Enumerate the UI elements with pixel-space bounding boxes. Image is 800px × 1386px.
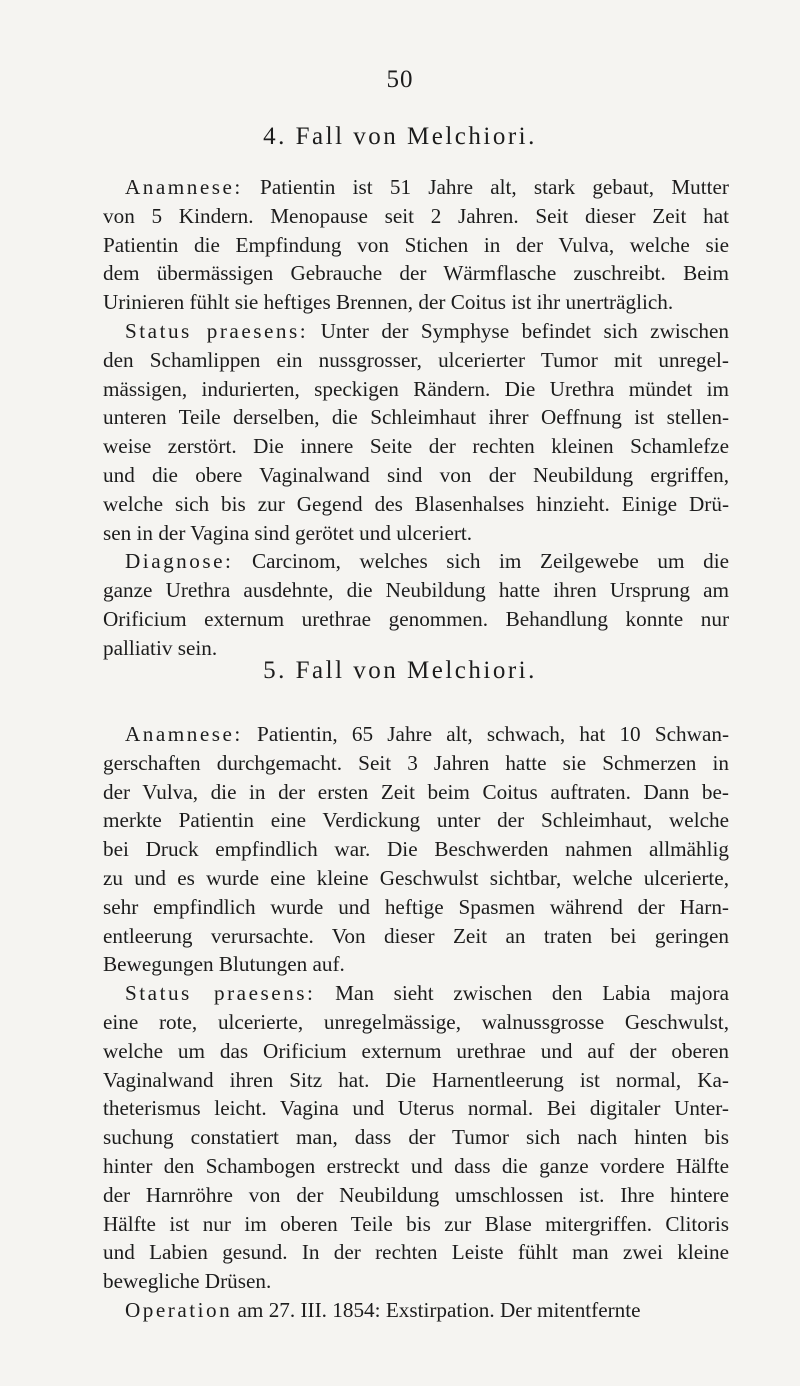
line-text: palliativ sein. — [103, 635, 218, 660]
line-text: Urinieren fühlt sie heftiges Brennen, der Coitus ist ihr unerträglich. — [103, 290, 674, 315]
text-line — [103, 922, 729, 951]
line-text: Orificium externum urethrae genommen. Behandlung konnte nur — [103, 606, 729, 631]
text-line — [103, 864, 729, 893]
line-text: und die obere Vaginalwand sind von der Neubildung ergriffen, — [103, 462, 729, 487]
text-line — [103, 1181, 729, 1210]
line-text: der Harnröhre von der Neubildung umschlossen ist. Ihre hintere — [103, 1182, 729, 1207]
text-line — [103, 317, 729, 346]
line-text: Man sieht zwischen den Labia majora — [315, 981, 729, 1006]
line-text: ganze Urethra ausdehnte, die Neubildung hatte ihren Ursprung am — [103, 578, 729, 603]
section-lead-term: Operation — [125, 1297, 233, 1322]
text-line — [103, 547, 729, 576]
text-line — [103, 1008, 729, 1037]
line-text: den Schamlippen ein nussgrosser, ulcerierter Tumor mit unregel- — [103, 347, 729, 372]
line-text: merkte Patientin eine Verdickung unter der Schleimhaut, welche — [103, 808, 729, 833]
text-line — [103, 231, 729, 260]
section-lead-term: Anamnese: — [125, 722, 243, 746]
line-text: welche sich bis zur Gegend des Blasenhalses hinzieht. Einige Drü- — [103, 491, 729, 516]
text-line — [103, 490, 729, 519]
text-line — [103, 806, 729, 835]
line-text: Patientin ist 51 Jahre alt, stark gebaut, Mutter — [242, 175, 729, 199]
text-line — [103, 1152, 729, 1181]
case-5-heading-text: 5. Fall von Melchiori. — [263, 657, 537, 684]
text-line — [103, 1210, 729, 1239]
line-text: dem übermässigen Gebrauche der Wärmflasche zuschreibt. Beim — [103, 261, 729, 286]
line-text: eine rote, ulcerierte, unregelmässige, walnussgrosse Geschwulst, — [103, 1009, 729, 1034]
line-text: Vaginalwand ihren Sitz hat. Die Harnentleerung ist normal, Ka- — [103, 1067, 729, 1092]
text-line — [103, 403, 729, 432]
line-text: Bewegungen Blutungen auf. — [103, 952, 345, 977]
case-5-body — [103, 720, 729, 1325]
text-line — [103, 461, 729, 490]
text-line — [103, 1094, 729, 1123]
line-text: sehr empfindlich wurde und heftige Spasmen während der Harn- — [103, 894, 729, 919]
text-line — [103, 576, 729, 605]
page-number: 50 — [386, 66, 414, 93]
text-line — [103, 778, 729, 807]
text-line — [103, 1296, 729, 1325]
text-line — [103, 1037, 729, 1066]
text-line — [103, 893, 729, 922]
line-text: und Labien gesund. In der rechten Leiste fühlt man zwei kleine — [103, 1240, 729, 1265]
line-text: welche um das Orificium externum urethrae und auf der oberen — [103, 1038, 729, 1063]
line-text: zu und es wurde eine kleine Geschwulst sichtbar, welche ulcerierte, — [103, 865, 729, 890]
line-text: der Vulva, die in der ersten Zeit beim Coitus auftraten. Dann be- — [103, 779, 729, 804]
line-text: bei Druck empfindlich war. Die Beschwerden nahmen allmählig — [103, 837, 729, 862]
text-line — [103, 720, 729, 749]
text-line — [103, 288, 729, 317]
line-text: Carcinom, welches sich im Zeilgewebe um die — [233, 549, 729, 574]
text-line — [103, 1267, 729, 1296]
line-text: gerschaften durchgemacht. Seit 3 Jahren hatte sie Schmerzen in — [103, 750, 729, 775]
line-text: Patientin die Empfindung von Stichen in der Vulva, welche sie — [103, 232, 729, 257]
line-text: suchung constatiert man, dass der Tumor sich nach hinten bis — [103, 1125, 729, 1150]
text-line — [103, 835, 729, 864]
line-text: bewegliche Drüsen. — [103, 1269, 272, 1294]
text-line — [103, 749, 729, 778]
line-text: unteren Teile derselben, die Schleimhaut ihrer Oeffnung ist stellen- — [103, 405, 729, 430]
case-4-body — [103, 173, 729, 663]
text-line — [103, 432, 729, 461]
case-5-heading — [0, 657, 800, 685]
section-lead-term: Anamnese: — [125, 175, 243, 199]
text-line — [103, 950, 729, 979]
line-text: weise zerstört. Die innere Seite der rechten kleinen Schamlefze — [103, 434, 729, 459]
line-text: entleerung verursachte. Von dieser Zeit an traten bei geringen — [103, 923, 729, 948]
line-text: am 27. III. 1854: Exstirpation. Der mitentfernte — [232, 1297, 641, 1322]
case-4-heading-text: 4. Fall von Melchiori. — [263, 123, 537, 150]
line-text: Patientin, 65 Jahre alt, schwach, hat 10 Schwan- — [242, 722, 729, 746]
text-line — [103, 1123, 729, 1152]
line-text: mässigen, indurierten, speckigen Rändern. Die Urethra mündet im — [103, 376, 729, 401]
line-text: von 5 Kindern. Menopause seit 2 Jahren. Seit dieser Zeit hat — [103, 203, 729, 228]
text-line — [103, 346, 729, 375]
section-lead-term: Diagnose: — [125, 549, 234, 574]
text-line — [103, 259, 729, 288]
text-line — [103, 202, 729, 231]
line-text: theterismus leicht. Vagina und Uterus normal. Bei digitaler Unter- — [103, 1096, 729, 1121]
text-line — [103, 1066, 729, 1095]
text-line — [103, 173, 729, 202]
line-text: hinter den Schambogen erstreckt und dass die ganze vordere Hälfte — [103, 1153, 729, 1178]
text-line — [103, 605, 729, 634]
line-text: sen in der Vagina sind gerötet und ulceriert. — [103, 520, 473, 545]
text-line — [103, 979, 729, 1008]
text-line — [103, 375, 729, 404]
case-4-heading — [0, 123, 800, 151]
line-text: Hälfte ist nur im oberen Teile bis zur Blase mitergriffen. Clitoris — [103, 1211, 729, 1236]
section-lead-term: Status praesens: — [125, 981, 316, 1006]
text-line — [103, 519, 729, 548]
text-line — [103, 1238, 729, 1267]
section-lead-term: Status praesens: — [125, 318, 309, 343]
line-text: Unter der Symphyse befindet sich zwischen — [308, 318, 729, 343]
